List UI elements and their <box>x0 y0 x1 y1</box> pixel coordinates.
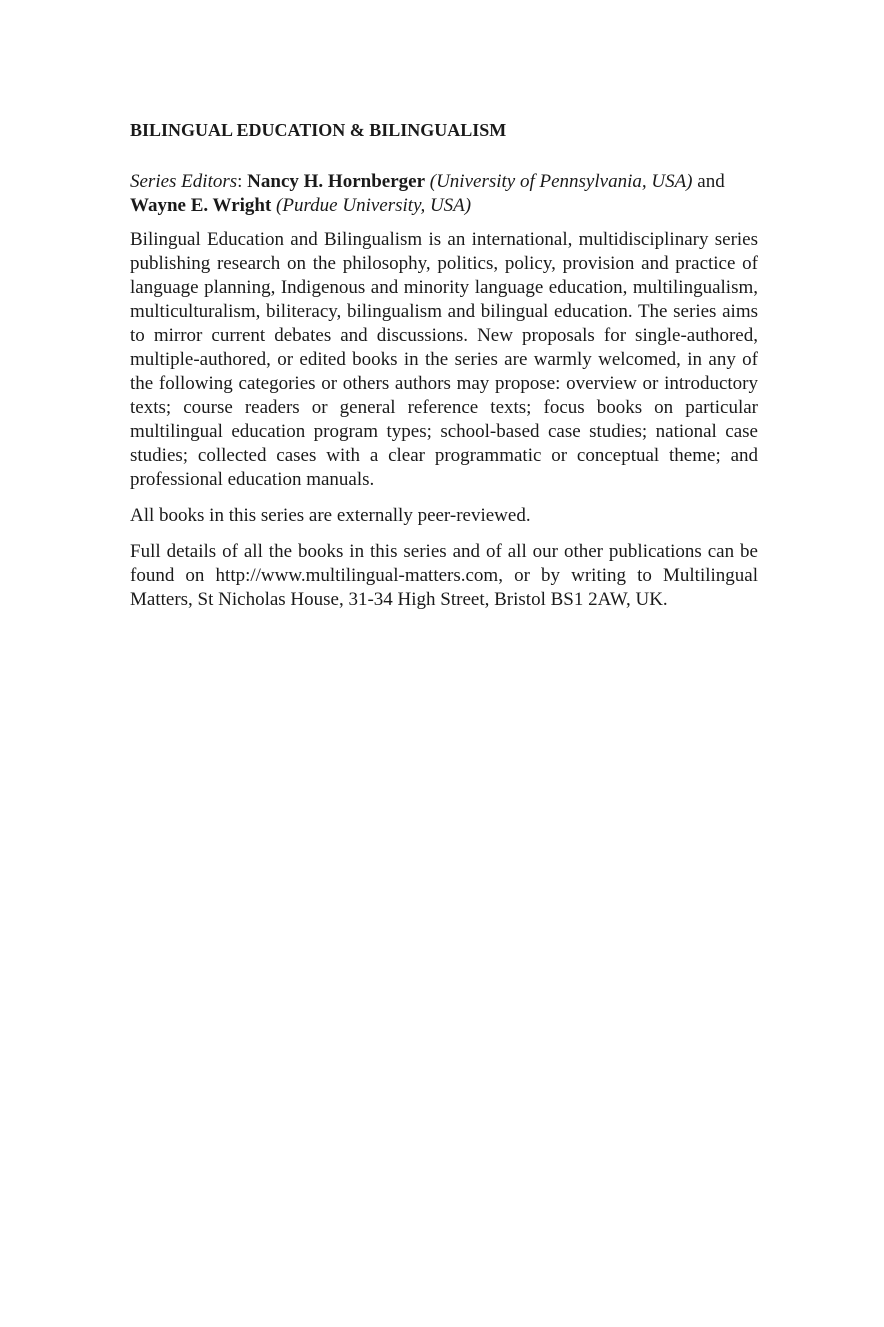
editor-1-name: Nancy H. Hornberger <box>247 171 425 192</box>
editor-2-name: Wayne E. Wright <box>130 195 272 216</box>
series-page <box>130 118 758 624</box>
publisher-details-paragraph: Full details of all the books in this series and of all our other publications can be found on http://www.multilingual-matters.com, or by writing to Multilingual Matters, St Nicholas House, 31-34 High Street, Bristol BS1 2AW, UK. <box>130 541 758 610</box>
editors-label: Series Editors <box>130 171 238 192</box>
peer-review-paragraph: All books in this series are externally peer-reviewed. <box>130 505 531 526</box>
editor-1-affiliation: (University of Pennsylvania, USA) <box>429 171 693 192</box>
series-title: BILINGUAL EDUCATION & BILINGUALISM <box>130 120 507 140</box>
series-editors <box>130 170 758 218</box>
editors-joiner: and <box>697 171 725 192</box>
series-description-paragraph: Bilingual Education and Bilingualism is an international, multidisciplinary series publishing research on the philosophy, politics, policy, provision and practice of language planning, Indigenous and minority language education, multilingualism, multiculturalism, biliteracy, bilingualism and bilingual education. The series aims to mirror current debates and discussions. New proposals for single-authored, multiple-authored, or edited books in the series are warmly welcomed, in any of the following categories or others authors may propose: overview or introductory texts; course readers or general reference texts; focus books on particular multilingual education program types; school-based case studies; national case studies; collected cases with a clear programmatic or conceptual theme; and professional education manuals. <box>130 229 758 490</box>
editors-label-colon: : <box>237 171 243 192</box>
editor-2-affiliation: (Purdue University, USA) <box>276 195 472 216</box>
